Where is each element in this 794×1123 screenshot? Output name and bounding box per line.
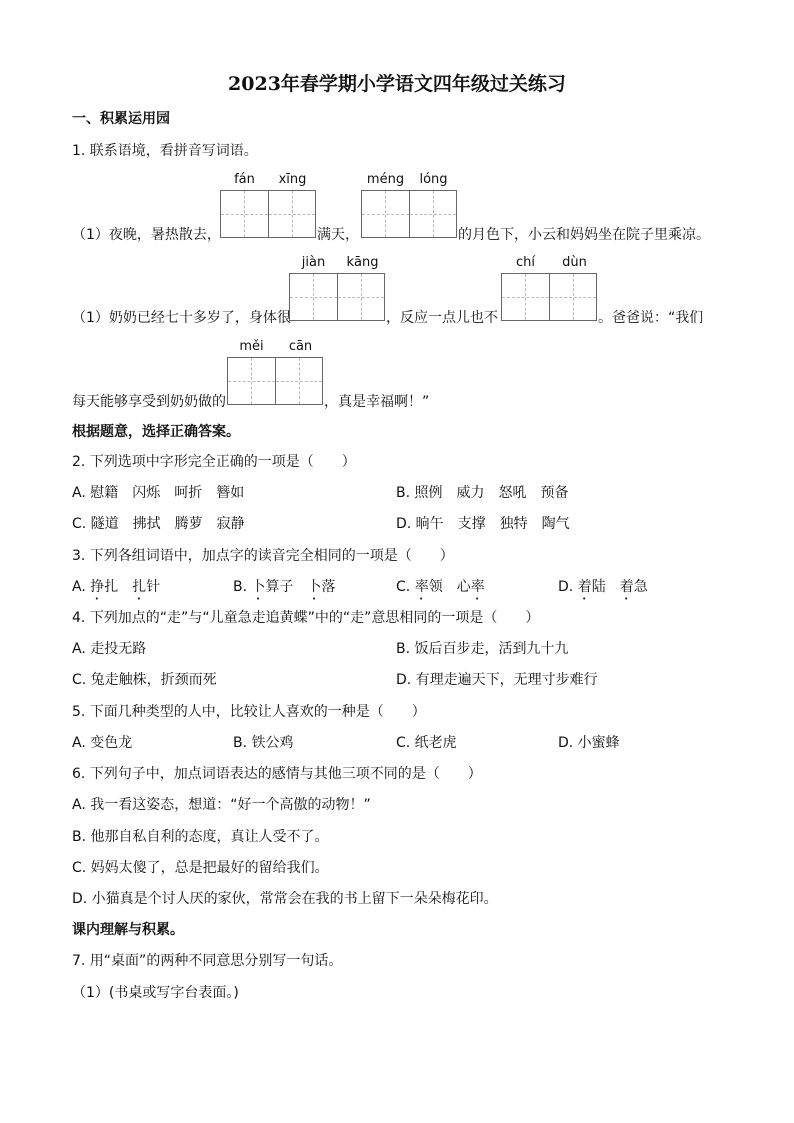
question-3-stem: 3. 下列各组词语中，加点字的读音完全相同的一项是（ ） xyxy=(72,548,454,564)
q4-option-a[interactable]: A. 走投无路 xyxy=(72,641,147,657)
word-part: 领 xyxy=(428,579,443,595)
q4-option-b[interactable]: B. 饭后百步走，活到九十九 xyxy=(396,641,569,657)
section-heading-3: 课内理解与积累。 xyxy=(72,922,184,938)
pinyin: lóng xyxy=(419,172,448,187)
q1-line1-mid: 满天， xyxy=(317,227,359,243)
writing-grid[interactable] xyxy=(227,357,323,405)
pinyin: měi xyxy=(239,339,264,354)
q3-option-d[interactable] xyxy=(558,578,648,603)
q3-option-c[interactable] xyxy=(396,578,485,603)
word-part: 算子 xyxy=(265,579,294,595)
question-5-stem: 5. 下面几种类型的人中，比较让人喜欢的一种是（ ） xyxy=(72,704,426,720)
q1-line2-prefix: （1）奶奶已经七十多岁了，身体很 xyxy=(72,310,291,326)
word-part: 落 xyxy=(321,579,336,595)
question-2-stem: 2. 下列选项中字形完全正确的一项是（ ） xyxy=(72,454,356,470)
writing-grid[interactable] xyxy=(361,190,457,238)
dotted-char: 着 xyxy=(577,579,592,595)
q1-line1-prefix: （1）夜晚，暑热散去， xyxy=(72,227,221,243)
q2-option-c[interactable]: C. 隧道 拂拭 腾萝 寂静 xyxy=(72,516,245,532)
section-heading-2: 根据题意，选择正确答案。 xyxy=(72,424,240,440)
q1-line2-suffix: 。爸爸说：“我们 xyxy=(598,310,704,326)
dotted-char: 卜 xyxy=(307,579,322,595)
option-label: C. xyxy=(396,579,415,595)
q1-line2-mid: ，反应一点儿也不 xyxy=(386,310,498,326)
q6-option-a[interactable]: A. 我一看这姿态，想道：“好一个高傲的动物！” xyxy=(72,797,371,813)
q6-option-c[interactable]: C. 妈妈太傻了，总是把最好的留给我们。 xyxy=(72,860,329,876)
word-part: 陆 xyxy=(591,579,606,595)
question-6-stem: 6. 下列句子中，加点词语表达的感情与其他三项不同的是（ ） xyxy=(72,766,482,782)
q6-option-b[interactable]: B. 他那自私自利的态度，真让人受不了。 xyxy=(72,829,329,845)
q4-option-c[interactable]: C. 兔走触株，折颈而死 xyxy=(72,672,217,688)
pinyin: dùn xyxy=(562,255,587,270)
q1-line3-prefix: 每天能够享受到奶奶做的 xyxy=(72,394,226,410)
word-part: 针 xyxy=(146,579,161,595)
q5-option-c[interactable]: C. 纸老虎 xyxy=(396,735,457,751)
option-label: D. xyxy=(558,579,578,595)
pinyin: xīng xyxy=(278,172,307,187)
pinyin: fán xyxy=(234,172,255,187)
question-7-stem: 7. 用“桌面”的两种不同意思分别写一句话。 xyxy=(72,953,343,969)
writing-grid[interactable] xyxy=(501,273,597,321)
q5-option-d[interactable]: D. 小蜜蜂 xyxy=(558,735,620,751)
q2-option-b[interactable]: B. 照例 威力 怒吼 预备 xyxy=(396,485,569,501)
q2-option-d[interactable]: D. 晌午 支撑 独特 陶气 xyxy=(396,516,570,532)
q1-line3-suffix: ，真是幸福啊！” xyxy=(324,394,430,410)
dotted-char: 卜 xyxy=(251,579,266,595)
option-label: A. xyxy=(72,579,91,595)
dotted-char: 率 xyxy=(470,579,485,595)
pinyin: kāng xyxy=(346,255,379,270)
word-part: 扎 xyxy=(104,579,119,595)
dotted-char: 挣 xyxy=(90,579,105,595)
q3-option-a[interactable] xyxy=(72,578,160,603)
q5-option-b[interactable]: B. 铁公鸡 xyxy=(233,735,294,751)
dotted-char: 扎 xyxy=(132,579,147,595)
question-4-stem: 4. 下列加点的“走”与“儿童急走追黄蝶”中的“走”意思相同的一项是（ ） xyxy=(72,610,540,626)
q7-sub-1: （1）(书桌或写字台表面。) xyxy=(72,985,239,1001)
word-part: 急 xyxy=(633,579,648,595)
writing-grid[interactable] xyxy=(220,190,316,238)
pinyin: chí xyxy=(516,255,535,270)
pinyin: jiàn xyxy=(301,255,326,270)
q5-option-a[interactable]: A. 变色龙 xyxy=(72,735,133,751)
dotted-char: 率 xyxy=(414,579,429,595)
word-part: 心 xyxy=(456,579,471,595)
q1-line1-suffix: 的月色下，小云和妈妈坐在院子里乘凉。 xyxy=(458,227,710,243)
pinyin: cān xyxy=(288,339,313,354)
option-label: B. xyxy=(233,579,252,595)
q3-option-b[interactable] xyxy=(233,578,336,603)
q2-option-a[interactable]: A. 慰籍 闪烁 呵折 簪如 xyxy=(72,485,245,501)
q4-option-d[interactable]: D. 有理走遍天下，无理寸步难行 xyxy=(396,672,598,688)
dotted-char: 着 xyxy=(619,579,634,595)
question-1-stem: 1. 联系语境，看拼音写词语。 xyxy=(72,143,258,159)
pinyin: méng xyxy=(366,172,405,187)
page-title: 2023年春学期小学语文四年级过关练习 xyxy=(228,73,566,95)
writing-grid[interactable] xyxy=(289,273,385,321)
section-heading-1: 一、积累运用园 xyxy=(72,111,170,127)
q6-option-d[interactable]: D. 小猫真是个讨人厌的家伙，常常会在我的书上留下一朵朵梅花印。 xyxy=(72,891,498,907)
